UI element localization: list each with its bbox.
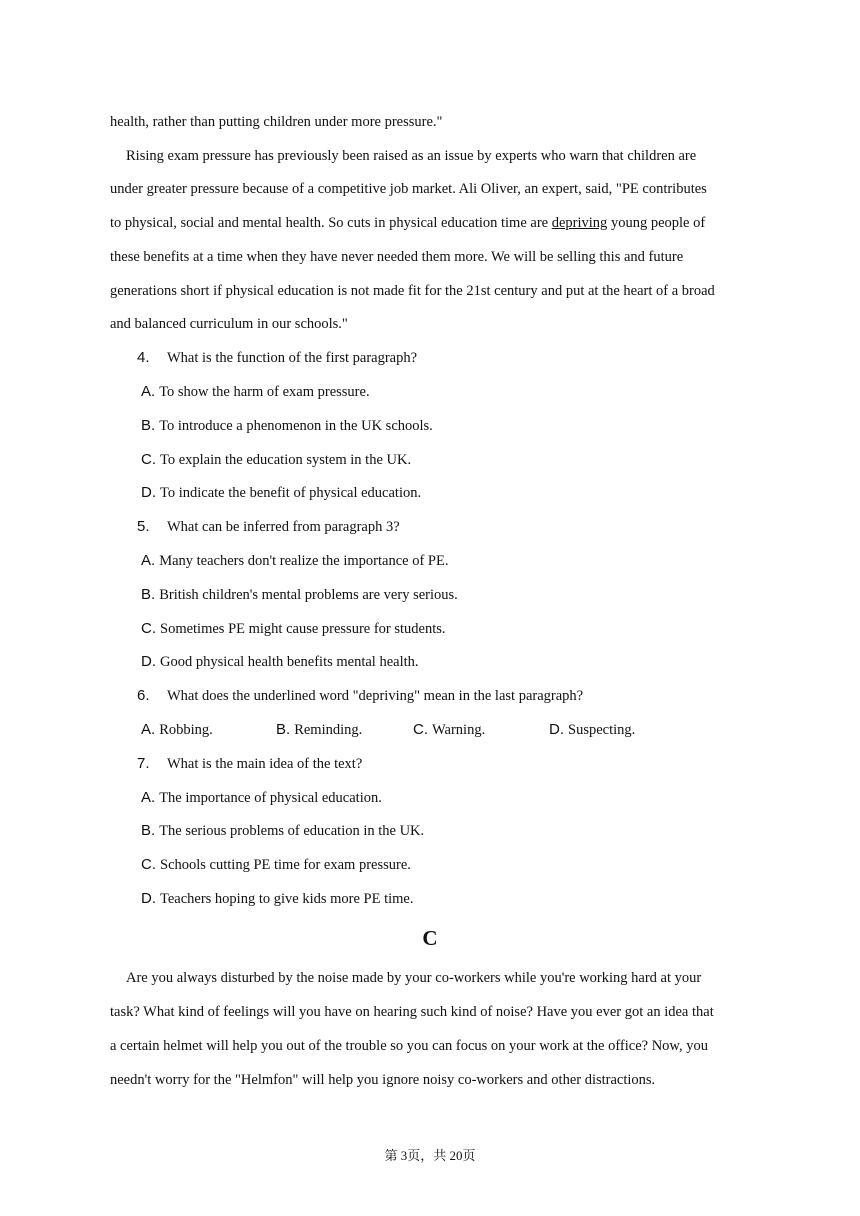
option-a — [141, 720, 213, 740]
option-b — [276, 720, 362, 740]
option-a — [141, 382, 370, 402]
passage-text: young people of — [607, 215, 706, 231]
option-text: Robbing. — [159, 722, 213, 738]
question-6 — [137, 686, 583, 706]
option-text: Good physical health benefits mental health. — [160, 654, 419, 670]
option-c — [141, 450, 411, 470]
option-letter: A. — [141, 552, 156, 569]
option-text: To explain the education system in the UK. — [160, 452, 412, 468]
option-text: British children's mental problems are very serious. — [159, 587, 458, 603]
question-text: What can be inferred from paragraph 3? — [167, 519, 400, 535]
passage-text: to physical, social and mental health. So cuts in physical education time are — [110, 215, 552, 231]
option-d — [141, 889, 414, 909]
option-text: Sometimes PE might cause pressure for students. — [160, 621, 446, 637]
option-c — [141, 855, 411, 875]
question-text: What is the main idea of the text? — [167, 756, 363, 772]
question-number: 6. — [137, 687, 150, 704]
question-7 — [137, 754, 362, 774]
option-a — [141, 788, 382, 808]
passage-line: Are you always disturbed by the noise made by your co-workers while you're working hard at your — [126, 970, 702, 986]
option-text: The importance of physical education. — [159, 790, 382, 806]
passage-line: these benefits at a time when they have never needed them more. We will be selling this and future — [110, 249, 684, 265]
option-letter: B. — [141, 586, 156, 603]
option-letter: B. — [141, 417, 156, 434]
option-b — [141, 416, 433, 436]
question-text: What is the function of the first paragraph? — [167, 350, 418, 366]
option-c — [141, 619, 446, 639]
option-text: Teachers hoping to give kids more PE time. — [160, 891, 414, 907]
option-letter: C. — [141, 451, 156, 468]
passage-line: under greater pressure because of a competitive job market. Ali Oliver, an expert, said, "PE contributes — [110, 181, 707, 197]
option-d — [141, 483, 421, 503]
passage-line: Rising exam pressure has previously been raised as an issue by experts who warn that children are — [126, 148, 697, 164]
option-letter: B. — [276, 721, 291, 738]
option-letter: B. — [141, 822, 156, 839]
option-text: Suspecting. — [568, 722, 636, 738]
option-text: To show the harm of exam pressure. — [159, 384, 370, 400]
option-text: To indicate the benefit of physical education. — [160, 485, 422, 501]
option-b — [141, 821, 424, 841]
option-text: The serious problems of education in the UK. — [159, 823, 425, 839]
passage-line — [110, 213, 705, 233]
section-heading: C — [422, 926, 438, 950]
question-number: 5. — [137, 518, 150, 535]
underlined-word: depriving — [551, 215, 608, 231]
option-letter: A. — [141, 383, 156, 400]
passage-line: and balanced curriculum in our schools." — [110, 316, 348, 332]
option-letter: C. — [141, 856, 156, 873]
question-number: 7. — [137, 755, 150, 772]
question-number: 4. — [137, 349, 150, 366]
passage-line: a certain helmet will help you out of the trouble so you can focus on your work at the office? Now, you — [110, 1038, 708, 1054]
option-letter: C. — [141, 620, 156, 637]
option-text: To introduce a phenomenon in the UK schools. — [159, 418, 433, 434]
option-d — [549, 720, 635, 740]
question-4 — [137, 348, 417, 368]
page-footer: 第 3页，共 20页 — [384, 1148, 476, 1163]
passage-line: health, rather than putting children under more pressure." — [110, 114, 443, 130]
option-letter: A. — [141, 721, 156, 738]
option-letter: A. — [141, 789, 156, 806]
question-text: What does the underlined word "depriving" mean in the last paragraph? — [167, 688, 584, 704]
passage-line: needn't worry for the "Helmfon" will help you ignore noisy co-workers and other distractions. — [110, 1072, 656, 1088]
passage-line: task? What kind of feelings will you have on hearing such kind of noise? Have you ever got an idea that — [110, 1004, 714, 1020]
option-b — [141, 585, 458, 605]
option-letter: D. — [141, 890, 156, 907]
option-d — [141, 652, 419, 672]
option-text: Reminding. — [294, 722, 363, 738]
option-text: Schools cutting PE time for exam pressure. — [160, 857, 411, 873]
option-letter: C. — [413, 721, 428, 738]
option-a — [141, 551, 448, 571]
option-letter: D. — [141, 484, 156, 501]
option-text: Warning. — [432, 722, 486, 738]
question-5 — [137, 517, 400, 537]
option-letter: D. — [549, 721, 564, 738]
option-c — [413, 720, 485, 740]
option-text: Many teachers don't realize the importance of PE. — [159, 553, 449, 569]
passage-line: generations short if physical education is not made fit for the 21st century and put at the heart of a broad — [110, 283, 715, 299]
option-letter: D. — [141, 653, 156, 670]
